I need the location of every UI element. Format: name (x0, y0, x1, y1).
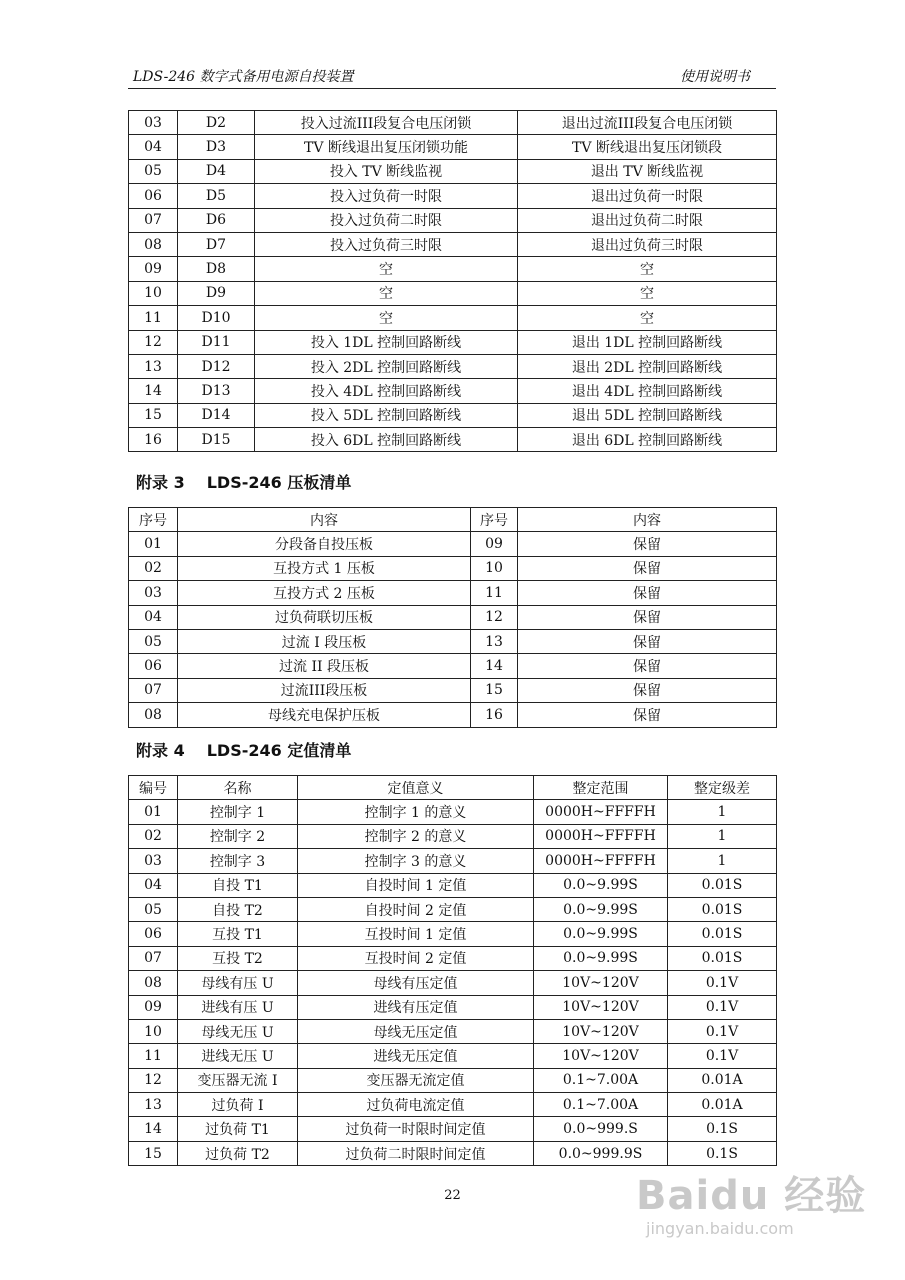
header-rule (128, 88, 776, 89)
table-cell: 过负荷电流定值 (298, 1093, 534, 1117)
document-header-title: LDS-246 数字式备用电源自投装置 (133, 69, 354, 85)
table-cell: D3 (178, 135, 255, 159)
table-cell: 0.01A (668, 1093, 777, 1117)
table-cell: D4 (178, 159, 255, 183)
table-cell: 投入 2DL 控制回路断线 (255, 354, 518, 378)
table-row (129, 159, 777, 183)
table-cell: D9 (178, 281, 255, 305)
table-cell: 13 (129, 1093, 178, 1117)
table-cell: 02 (129, 556, 178, 580)
setting-value-table (128, 775, 777, 1166)
table-cell: 过负荷 T2 (178, 1141, 298, 1165)
table-cell: 07 (129, 678, 178, 702)
table-cell: 0.0~999.9S (534, 1141, 668, 1165)
table-row (129, 1044, 777, 1068)
table-row (129, 1019, 777, 1043)
table-row (129, 800, 777, 824)
table-cell: 06 (129, 922, 178, 946)
table-cell: TV 断线退出复压闭锁功能 (255, 135, 518, 159)
table-row (129, 995, 777, 1019)
table-cell: 过负荷联切压板 (178, 605, 471, 629)
table-cell: 04 (129, 873, 178, 897)
table-cell: 互投 T2 (178, 946, 298, 970)
table-cell: 0.01S (668, 897, 777, 921)
table-cell: 投入过负荷二时限 (255, 208, 518, 232)
table-cell: 12 (129, 1068, 178, 1092)
table-cell: 14 (129, 1117, 178, 1141)
table-cell: D11 (178, 330, 255, 354)
table-cell: 控制字 1 (178, 800, 298, 824)
table-cell: 0.0~9.99S (534, 873, 668, 897)
table-cell: 过流III段压板 (178, 678, 471, 702)
table-row (129, 824, 777, 848)
table-cell: 14 (129, 379, 178, 403)
appendix4-title: LDS-246 定值清单 (206, 741, 352, 760)
table-cell: 投入 TV 断线监视 (255, 159, 518, 183)
table-row (129, 678, 777, 702)
table-row (129, 946, 777, 970)
table-cell: 退出 4DL 控制回路断线 (518, 379, 777, 403)
table-cell: 母线充电保护压板 (178, 703, 471, 727)
table-cell: 0.01S (668, 946, 777, 970)
table-cell: 母线有压定值 (298, 971, 534, 995)
table-cell: 过负荷一时限时间定值 (298, 1117, 534, 1141)
table-cell: 09 (129, 257, 178, 281)
table-row (129, 581, 777, 605)
table-cell: 保留 (518, 581, 777, 605)
table-cell: 03 (129, 581, 178, 605)
table-cell: 投入 5DL 控制回路断线 (255, 403, 518, 427)
column-header: 序号 (129, 508, 178, 532)
table-cell: 05 (129, 159, 178, 183)
table-cell: 12 (471, 605, 518, 629)
table-cell: 自投时间 2 定值 (298, 897, 534, 921)
table-cell: 互投方式 1 压板 (178, 556, 471, 580)
table-cell: 0.0~999.S (534, 1117, 668, 1141)
table-cell: 过负荷二时限时间定值 (298, 1141, 534, 1165)
table-row (129, 135, 777, 159)
watermark-url: jingyan.baidu.com (646, 1219, 794, 1238)
table-cell: 1 (668, 824, 777, 848)
table-cell: 投入 1DL 控制回路断线 (255, 330, 518, 354)
page-number: 22 (444, 1188, 461, 1203)
table-cell: 0.1V (668, 971, 777, 995)
table-cell: 过流 I 段压板 (178, 629, 471, 653)
table-cell: D10 (178, 306, 255, 330)
table-cell: 11 (471, 581, 518, 605)
table-row (129, 703, 777, 727)
table-cell: 0.1S (668, 1117, 777, 1141)
table-cell: 1 (668, 849, 777, 873)
table-cell: 0.1V (668, 995, 777, 1019)
table-cell: 10V~120V (534, 1044, 668, 1068)
table-cell: 16 (129, 428, 178, 452)
setting-value-table-body (129, 776, 777, 1166)
table-cell: 14 (471, 654, 518, 678)
table-row (129, 629, 777, 653)
table-cell: D7 (178, 232, 255, 256)
table-cell: 07 (129, 208, 178, 232)
table-row (129, 532, 777, 556)
table-cell: 07 (129, 946, 178, 970)
table-cell: 0000H~FFFFH (534, 800, 668, 824)
table-cell: 投入 4DL 控制回路断线 (255, 379, 518, 403)
table-cell: 11 (129, 1044, 178, 1068)
table-cell: 15 (471, 678, 518, 702)
table-cell: 0.0~9.99S (534, 897, 668, 921)
table-cell: 控制字 3 的意义 (298, 849, 534, 873)
table-cell: D13 (178, 379, 255, 403)
table-cell: 10V~120V (534, 1019, 668, 1043)
table-cell: D15 (178, 428, 255, 452)
table-cell: 保留 (518, 532, 777, 556)
column-header: 序号 (471, 508, 518, 532)
column-header: 内容 (178, 508, 471, 532)
appendix3-prefix: 附录 3 (136, 473, 185, 492)
table-cell: 10V~120V (534, 971, 668, 995)
table-cell: D6 (178, 208, 255, 232)
table-cell: D2 (178, 111, 255, 135)
table-cell: 自投 T2 (178, 897, 298, 921)
table-cell: 01 (129, 532, 178, 556)
table-cell: 06 (129, 184, 178, 208)
table-cell: 10 (129, 1019, 178, 1043)
table-header-row (129, 508, 777, 532)
table-row (129, 330, 777, 354)
table-cell: 保留 (518, 605, 777, 629)
table-cell: 投入过流III段复合电压闭锁 (255, 111, 518, 135)
table-cell: 02 (129, 824, 178, 848)
column-header: 整定级差 (668, 776, 777, 800)
column-header: 内容 (518, 508, 777, 532)
table-header-row (129, 776, 777, 800)
column-header: 名称 (178, 776, 298, 800)
table-cell: 保留 (518, 678, 777, 702)
table-row (129, 403, 777, 427)
table-cell: 10V~120V (534, 995, 668, 1019)
table-row (129, 605, 777, 629)
table-cell: 15 (129, 403, 178, 427)
table-row (129, 556, 777, 580)
table-cell: 0.1S (668, 1141, 777, 1165)
control-word-table-body (129, 111, 777, 452)
table-cell: D14 (178, 403, 255, 427)
table-cell: 0.01S (668, 873, 777, 897)
table-cell: 0000H~FFFFH (534, 824, 668, 848)
table-cell: 保留 (518, 654, 777, 678)
table-cell: 分段备自投压板 (178, 532, 471, 556)
table-cell: 05 (129, 897, 178, 921)
table-cell: 进线有压定值 (298, 995, 534, 1019)
appendix3-title: LDS-246 压板清单 (206, 473, 352, 492)
table-row (129, 873, 777, 897)
table-cell: 退出 5DL 控制回路断线 (518, 403, 777, 427)
table-cell: 09 (471, 532, 518, 556)
table-cell: 空 (518, 306, 777, 330)
table-cell: D8 (178, 257, 255, 281)
document-header-subtitle: 使用说明书 (680, 69, 750, 85)
table-cell: 16 (471, 703, 518, 727)
table-cell: 退出 TV 断线监视 (518, 159, 777, 183)
table-cell: 控制字 2 (178, 824, 298, 848)
table-cell: 10 (129, 281, 178, 305)
table-row (129, 111, 777, 135)
table-cell: 保留 (518, 629, 777, 653)
table-cell: 03 (129, 111, 178, 135)
table-row (129, 232, 777, 256)
table-cell: 13 (129, 354, 178, 378)
table-cell: 母线无压 U (178, 1019, 298, 1043)
table-row (129, 1117, 777, 1141)
table-cell: 03 (129, 849, 178, 873)
table-cell: D5 (178, 184, 255, 208)
table-cell: 过负荷 T1 (178, 1117, 298, 1141)
table-cell: 0000H~FFFFH (534, 849, 668, 873)
table-cell: 0.01A (668, 1068, 777, 1092)
pressure-plate-table-body (129, 508, 777, 728)
table-cell: 0.1~7.00A (534, 1068, 668, 1092)
table-cell: 自投 T1 (178, 873, 298, 897)
table-cell: 0.1~7.00A (534, 1093, 668, 1117)
table-cell: 空 (518, 257, 777, 281)
table-cell: 0.1V (668, 1019, 777, 1043)
table-cell: 控制字 2 的意义 (298, 824, 534, 848)
table-cell: 退出过负荷二时限 (518, 208, 777, 232)
table-cell: 08 (129, 703, 178, 727)
table-cell: 控制字 1 的意义 (298, 800, 534, 824)
appendix4-prefix: 附录 4 (136, 741, 185, 760)
table-row (129, 971, 777, 995)
table-cell: 1 (668, 800, 777, 824)
table-cell: 过负荷 I (178, 1093, 298, 1117)
column-header: 整定范围 (534, 776, 668, 800)
table-cell: 0.01S (668, 922, 777, 946)
table-cell: 投入过负荷三时限 (255, 232, 518, 256)
table-cell: 保留 (518, 703, 777, 727)
table-cell: 过流 II 段压板 (178, 654, 471, 678)
table-row (129, 897, 777, 921)
table-cell: 0.1V (668, 1044, 777, 1068)
control-word-table (128, 110, 777, 452)
table-cell: 变压器无流 I (178, 1068, 298, 1092)
table-cell: 退出过流III段复合电压闭锁 (518, 111, 777, 135)
column-header: 编号 (129, 776, 178, 800)
table-row (129, 306, 777, 330)
table-cell: 进线无压定值 (298, 1044, 534, 1068)
table-cell: 母线有压 U (178, 971, 298, 995)
table-cell: D12 (178, 354, 255, 378)
table-cell: 01 (129, 800, 178, 824)
table-cell: 空 (255, 281, 518, 305)
table-cell: 13 (471, 629, 518, 653)
table-cell: 空 (255, 306, 518, 330)
table-cell: 保留 (518, 556, 777, 580)
table-cell: 退出过负荷一时限 (518, 184, 777, 208)
table-cell: 投入 6DL 控制回路断线 (255, 428, 518, 452)
appendix4-heading (136, 738, 351, 761)
table-cell: 08 (129, 971, 178, 995)
table-cell: 退出过负荷三时限 (518, 232, 777, 256)
table-cell: 退出 2DL 控制回路断线 (518, 354, 777, 378)
table-cell: 15 (129, 1141, 178, 1165)
watermark-brand: Baidu 经验 (636, 1173, 867, 1219)
table-cell: 08 (129, 232, 178, 256)
table-cell: 自投时间 1 定值 (298, 873, 534, 897)
table-row (129, 654, 777, 678)
table-cell: 04 (129, 605, 178, 629)
table-row (129, 354, 777, 378)
table-cell: 控制字 3 (178, 849, 298, 873)
table-cell: 12 (129, 330, 178, 354)
table-cell: 11 (129, 306, 178, 330)
table-cell: 空 (518, 281, 777, 305)
table-row (129, 849, 777, 873)
table-cell: 退出 1DL 控制回路断线 (518, 330, 777, 354)
appendix3-heading (136, 470, 351, 493)
table-cell: 互投 T1 (178, 922, 298, 946)
table-cell: 0.0~9.99S (534, 922, 668, 946)
table-row (129, 428, 777, 452)
table-cell: 互投时间 2 定值 (298, 946, 534, 970)
table-cell: 空 (255, 257, 518, 281)
table-cell: 09 (129, 995, 178, 1019)
table-cell: 进线有压 U (178, 995, 298, 1019)
table-cell: 变压器无流定值 (298, 1068, 534, 1092)
table-cell: 06 (129, 654, 178, 678)
table-cell: 互投时间 1 定值 (298, 922, 534, 946)
table-cell: 04 (129, 135, 178, 159)
table-cell: 退出 6DL 控制回路断线 (518, 428, 777, 452)
table-row (129, 379, 777, 403)
table-cell: 10 (471, 556, 518, 580)
baidu-jingyan-watermark (636, 1164, 886, 1238)
table-cell: TV 断线退出复压闭锁段 (518, 135, 777, 159)
table-cell: 母线无压定值 (298, 1019, 534, 1043)
table-row (129, 281, 777, 305)
table-row (129, 208, 777, 232)
table-row (129, 257, 777, 281)
table-row (129, 922, 777, 946)
table-row (129, 1093, 777, 1117)
table-cell: 进线无压 U (178, 1044, 298, 1068)
pressure-plate-table (128, 507, 777, 728)
table-row (129, 1068, 777, 1092)
table-row (129, 184, 777, 208)
column-header: 定值意义 (298, 776, 534, 800)
table-cell: 0.0~9.99S (534, 946, 668, 970)
table-cell: 互投方式 2 压板 (178, 581, 471, 605)
table-cell: 05 (129, 629, 178, 653)
table-row (129, 1141, 777, 1165)
table-cell: 投入过负荷一时限 (255, 184, 518, 208)
